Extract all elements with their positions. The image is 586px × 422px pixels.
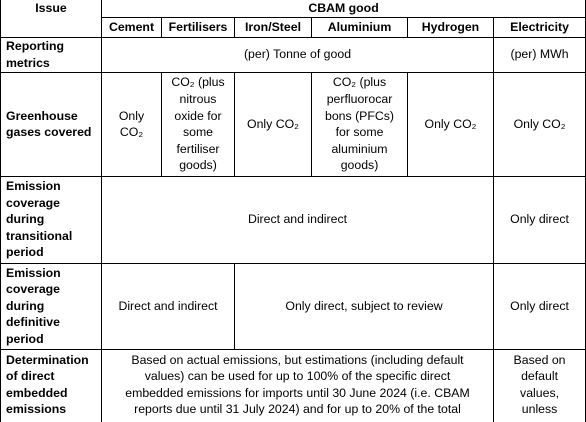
row-determination [1, 349, 586, 422]
header-row-1 [1, 0, 586, 17]
reporting-metrics-electricity: (per) MWh [494, 37, 586, 72]
ghg-hydrogen: Only CO₂ [408, 72, 494, 176]
label-greenhouse-gases: Greenhouse gases covered [1, 72, 102, 176]
header-fertilisers: Fertilisers [162, 17, 235, 37]
transitional-goods: Direct and indirect [102, 176, 494, 263]
ghg-electricity: Only CO₂ [494, 72, 586, 176]
header-cbam-good: CBAM good [102, 0, 586, 17]
definitive-others: Only direct, subject to review [235, 263, 494, 349]
ghg-fertilisers: CO₂ (plus nitrous oxide for some fertiliser goods) [162, 72, 235, 176]
ghg-iron-steel: Only CO₂ [235, 72, 312, 176]
definitive-electricity: Only direct [494, 263, 586, 349]
label-definitive: Emission coverage during definitive period [1, 263, 102, 349]
label-determination: Determination of direct embedded emissions [1, 349, 102, 422]
row-transitional [1, 176, 586, 263]
header-hydrogen: Hydrogen [408, 17, 494, 37]
label-reporting-metrics: Reporting metrics [1, 37, 102, 72]
determination-electricity: Based on default values, unless [494, 349, 586, 422]
header-cement: Cement [102, 17, 162, 37]
determination-goods: Based on actual emissions, but estimations (including default values) can be used for up to 100% of the specific direct embedded emissions for imports until 30 June 2024 (i.e. CBAM reports due until 31 July 2024) and for up to 20% of the total [102, 349, 494, 422]
header-electricity: Electricity [494, 17, 586, 37]
row-reporting-metrics [1, 37, 586, 72]
row-greenhouse-gases [1, 72, 586, 176]
ghg-cement: Only CO₂ [102, 72, 162, 176]
row-definitive [1, 263, 586, 349]
ghg-aluminium: CO₂ (plus perfluorocar bons (PFCs) for some aluminium goods) [312, 72, 408, 176]
label-transitional: Emission coverage during transitional period [1, 176, 102, 263]
transitional-electricity: Only direct [494, 176, 586, 263]
reporting-metrics-goods: (per) Tonne of good [102, 37, 494, 72]
header-issue: Issue [1, 0, 102, 37]
definitive-cement-fertilisers: Direct and indirect [102, 263, 235, 349]
header-iron-steel: Iron/Steel [235, 17, 312, 37]
header-aluminium: Aluminium [312, 17, 408, 37]
